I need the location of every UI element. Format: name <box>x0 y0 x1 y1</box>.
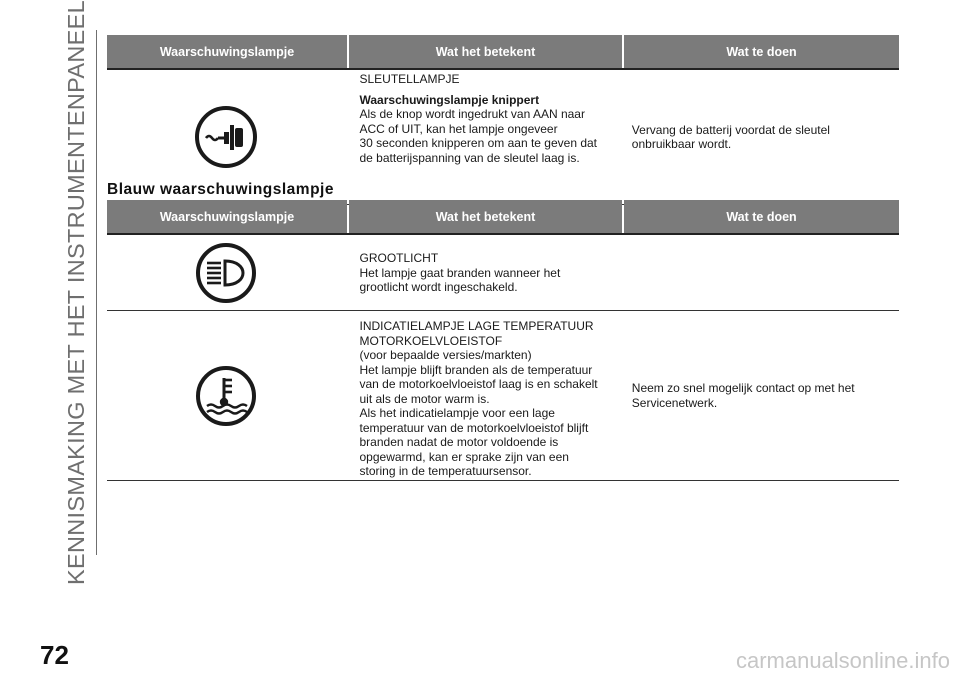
column-header-warning-light: Waarschuwingslampje <box>107 200 347 233</box>
table-row <box>107 311 899 481</box>
page-number: 72 <box>40 640 69 670</box>
action-line: Neem zo snel mogelijk contact op met het <box>631 381 855 395</box>
description-line: Het lampje blijft branden als de temperatuur <box>359 362 593 377</box>
high-beam-icon <box>194 241 258 305</box>
key-warning-icon <box>193 104 259 170</box>
description-line: uit als de motor warm is. <box>359 391 490 406</box>
low-coolant-temperature-icon <box>194 364 258 428</box>
action-cell <box>617 70 899 204</box>
row-title: SLEUTELLAMPJE <box>359 72 460 86</box>
action-cell <box>617 235 899 310</box>
description-line: Als het indicatielampje voor een lage <box>359 406 555 420</box>
description-line: de batterijspanning van de sleutel laag is. <box>359 150 580 165</box>
table-header <box>107 35 899 68</box>
description-line: opgewarmd, kan er sprake zijn van een <box>359 449 569 464</box>
description-line: storing in de temperatuursensor. <box>359 464 532 478</box>
row-title: MOTORKOELVLOEISTOF <box>359 333 503 348</box>
watermark: carmanualsonline.info <box>735 648 950 673</box>
icon-cell <box>107 311 345 480</box>
row-subtitle: Waarschuwingslampje knippert <box>359 92 540 107</box>
action-cell <box>617 311 899 480</box>
meaning-cell <box>345 235 617 310</box>
table-header <box>107 200 899 233</box>
description-line: van de motorkoelvloeistof laag is en schakelt <box>359 377 598 391</box>
chapter-title <box>56 0 96 585</box>
action-line: Servicenetwerk. <box>631 395 718 410</box>
column-header-action: Wat te doen <box>624 35 899 68</box>
column-header-warning-light: Waarschuwingslampje <box>107 35 347 68</box>
description-line: (voor bepaalde versies/markten) <box>359 348 532 362</box>
description-line: Het lampje gaat branden wanneer het <box>359 265 561 280</box>
meaning-cell <box>345 70 617 204</box>
chapter-title-text: KENNISMAKING MET HET INSTRUMENTENPANEEL <box>62 0 89 585</box>
row-title: GROOTLICHT <box>359 251 439 265</box>
action-line: Vervang de batterij voordat de sleutel <box>631 122 830 137</box>
description-line: Als de knop wordt ingedrukt van AAN naar <box>359 107 585 121</box>
row-title: INDICATIELAMPJE LAGE TEMPERATUUR <box>359 319 594 333</box>
description-line: branden nadat de motor voldoende is <box>359 435 559 449</box>
description-line: ACC of UIT, kan het lampje ongeveer <box>359 121 558 136</box>
column-header-meaning: Wat het betekent <box>349 35 622 68</box>
column-header-meaning: Wat het betekent <box>349 200 622 233</box>
description-line: 30 seconden knipperen om aan te geven dat <box>359 136 598 150</box>
icon-cell <box>107 235 345 310</box>
meaning-cell <box>345 311 617 480</box>
description-line: grootlicht wordt ingeschakeld. <box>359 280 518 294</box>
description-line: temperatuur van de motorkoelvloeistof blijft <box>359 420 589 435</box>
warning-light-table <box>107 35 899 205</box>
column-header-action: Wat te doen <box>624 200 899 233</box>
chapter-divider <box>96 30 97 555</box>
action-line: onbruikbaar wordt. <box>631 137 732 151</box>
table-row <box>107 235 899 311</box>
blue-warning-light-table <box>107 200 899 481</box>
section-heading: Blauw waarschuwingslampje <box>107 181 334 198</box>
